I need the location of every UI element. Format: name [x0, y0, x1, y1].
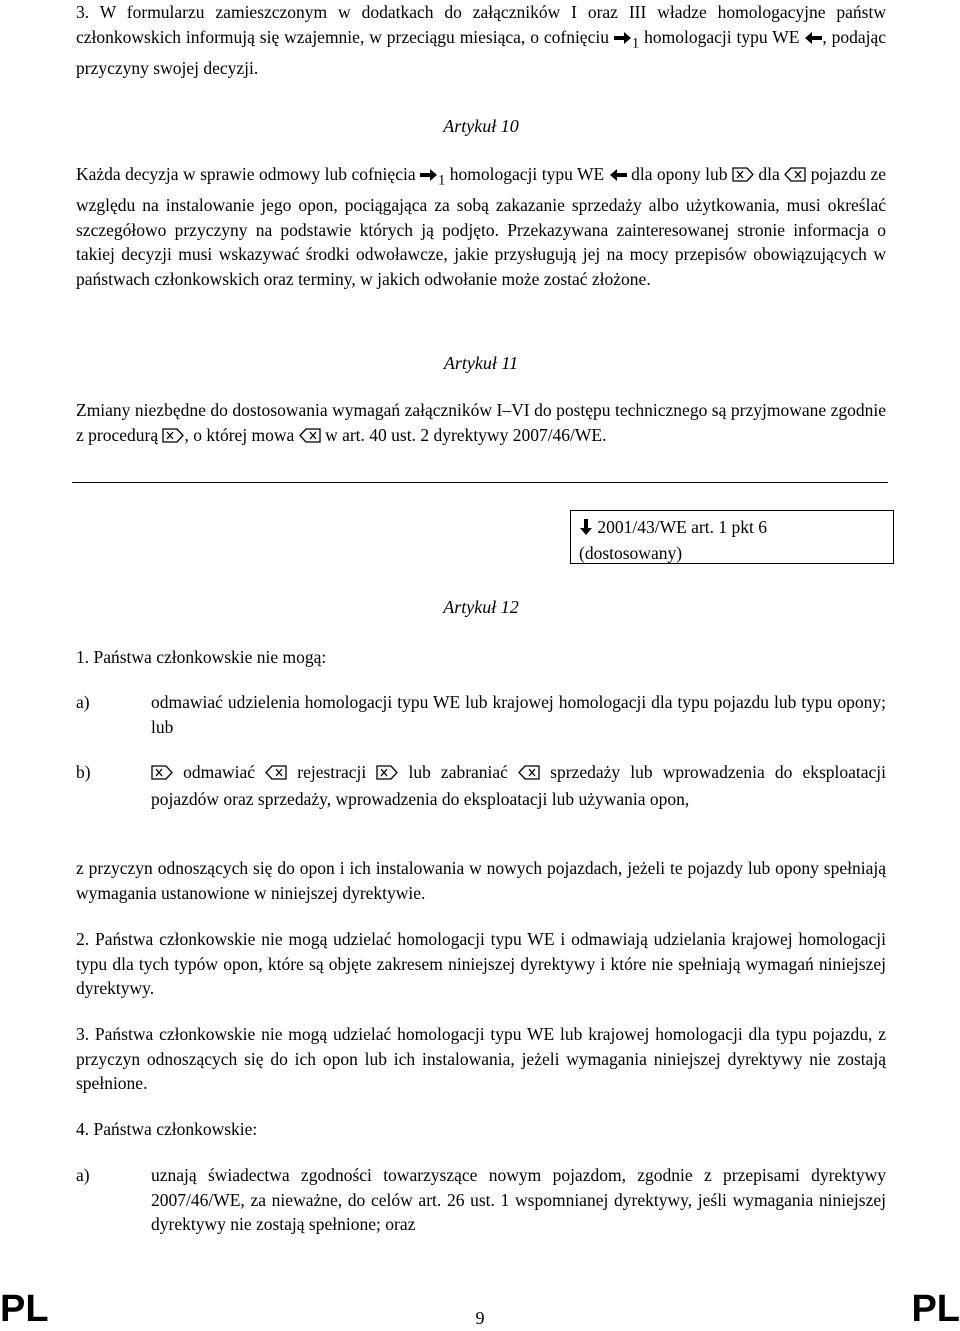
article-12-para-1-text: 1. Państwa członkowskie nie mogą: — [76, 647, 327, 667]
insert-start-icon — [376, 762, 398, 787]
article-12-para-2-text: 2. Państwa członkowskie nie mogą udzielać homologacji typu WE i odmawiają udzielania krajowej homologacji typu dla tych typów opon, które są objęte zakresem niniejszej dyrektywy i które nie spełniają wymagań niniejszej dyrektywy. — [76, 929, 886, 998]
arrow-down-icon — [579, 517, 593, 541]
item-label: a) — [76, 692, 90, 712]
article-11-heading: Artykuł 11 — [443, 353, 519, 373]
insert-start-icon — [732, 164, 754, 189]
insert-end-icon — [265, 762, 287, 787]
article-10-heading: Artykuł 10 — [443, 116, 519, 136]
arrow-right-icon — [420, 164, 438, 189]
item-text: odmawiać udzielenia homologacji typu WE lub krajowej homologacji dla typu pojazdu lub typu opony; lub — [151, 692, 886, 737]
item-text: uznają świadectwa zgodności towarzyszące nowym pojazdom, zgodnie z przepisami dyrektywy 2007/46/WE, za nieważne, do celów art. 26 ust. 1 wspomnianej dyrektywy, jeśli wymagania niniejszej dyrektywy nie zostają spełnione; oraz — [151, 1165, 886, 1234]
article-12-para-1-tail-text: z przyczyn odnoszących się do opon i ich instalowania w nowych pojazdach, jeżeli te pojazdy lub opony spełniają wymagania ustanowione w niniejszej dyrektywie. — [76, 858, 886, 903]
section-divider — [72, 482, 888, 483]
footer-language-right: PL — [911, 1288, 960, 1330]
item-text: odmawiać rejestracji lub zabraniać sprzedaży lub wprowadzenia do eksploatacji pojazdów oraz sprzedaży, wprowadzenia do eksploatacji lub używania opon, — [151, 762, 887, 809]
insert-start-icon — [162, 425, 184, 450]
article-12-para-4-text: 4. Państwa członkowskie: — [76, 1119, 258, 1139]
article-12-para-2 — [76, 927, 886, 1001]
arrow-left-icon — [804, 27, 822, 52]
article-12-para-1-tail — [76, 856, 886, 905]
article-10-text: Każda decyzja w sprawie odmowy lub cofnięcia $_1$ homologacji typu WE dla opony lub dla pojazdu ze względu na instalowanie jego opon, pociągająca za sobą zakazanie sprzedaży albo użytkowania, musi określać szczegółowo przyczyny na podstawie których ją podjęto. Przekazywana zainteresowanej stronie informacja o takiej decyzji musi wskazywać środki odwoławcze, jakie przysługują jej na mocy przepisów obowiązujących w państwach członkowskich oraz terminy, w jakich odwołanie może zostać złożone. — [76, 164, 887, 289]
marginal-note-line-2: (dostosowany) — [579, 543, 683, 563]
article-10-body — [76, 162, 886, 291]
item-label: a) — [76, 1165, 90, 1185]
article-12-item-b — [76, 760, 886, 811]
article-12-para-3-text: 3. Państwa członkowskie nie mogą udzielać homologacji typu WE lub krajowej homologacji dla typu pojazdu, z przyczyn odnoszących się do ich opon lub ich instalowania, jeżeli wymagania niniejszej dyrektywy nie zostają spełnione. — [76, 1024, 886, 1093]
insert-end-icon — [299, 425, 321, 450]
marginal-note-line-1: 2001/43/WE art. 1 pkt 6 — [579, 515, 885, 541]
article-12-para-1 — [76, 645, 886, 670]
paragraph-3-text: 3. W formularzu zamieszczonym w dodatkach do załączników I oraz III władze homologacyjne państw członkowskich informują się wzajemnie, w przeciągu miesiąca, o cofnięciu $_1$ homologacji typu WE , podając przyczyny swojej decyzji. — [76, 2, 887, 78]
marginal-note — [570, 510, 894, 564]
article-12-item-a — [76, 690, 886, 739]
article-12-para-3 — [76, 1022, 886, 1096]
article-11-text: Zmiany niezbędne do dostosowania wymagań załączników I–VI do postępu technicznego są przyjmowane zgodnie z procedurą , o której mowa w art. 40 ust. 2 dyrektywy 2007/46/WE. — [76, 398, 886, 449]
footer-language-left: PL — [0, 1288, 49, 1330]
arrow-left-icon — [609, 164, 627, 189]
article-12-para-4 — [76, 1117, 886, 1142]
insert-end-icon — [784, 164, 806, 189]
article-12-para-4-item-a — [76, 1163, 886, 1237]
article-11-body — [76, 398, 886, 449]
page-number: 9 — [475, 1308, 485, 1328]
arrow-right-icon — [614, 27, 632, 52]
insert-end-icon — [518, 762, 540, 787]
insert-start-icon — [151, 762, 173, 787]
article-12-heading: Artykuł 12 — [443, 597, 519, 617]
paragraph-3 — [76, 0, 886, 80]
item-label: b) — [76, 762, 91, 782]
